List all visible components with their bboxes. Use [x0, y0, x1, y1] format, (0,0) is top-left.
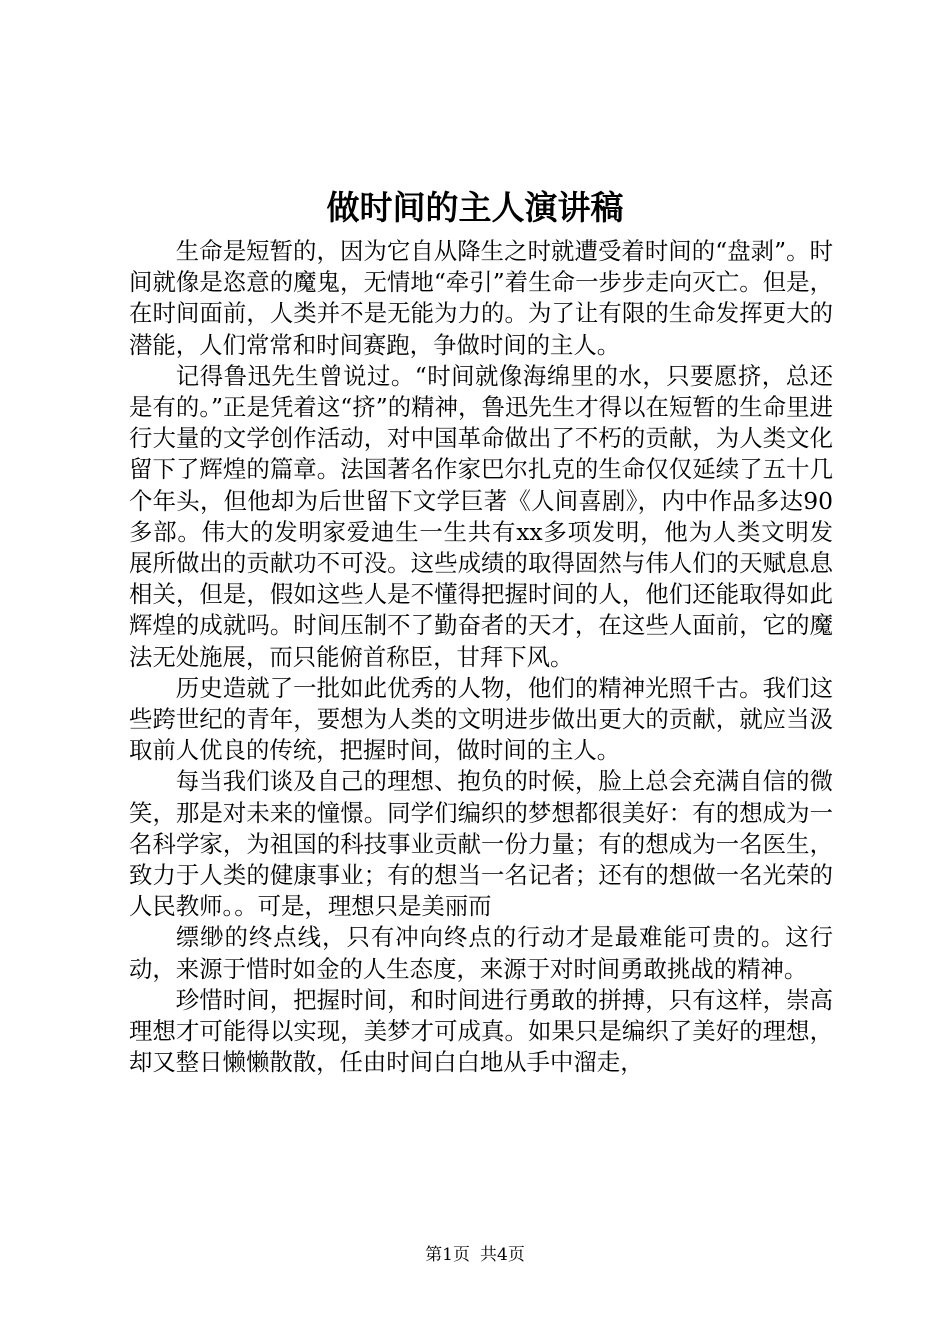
page-number: 第1页 — [425, 1245, 470, 1265]
document-body — [129, 236, 833, 1078]
paragraph-6: 珍惜时间，把握时间，和时间进行勇敢的拼搏，只有这样，崇高理想才可能得以实现，美梦才可成真。如果只是编织了美好的理想，却又整日懒懒散散，任由时间白白地从手中溜走， — [129, 985, 833, 1077]
paragraph-2: 记得鲁迅先生曾说过。“时间就像海绵里的水，只要愿挤，总还是有的。”正是凭着这“挤”的精神，鲁迅先生才得以在短暂的生命里进行大量的文学创作活动，对中国革命做出了不朽的贡献，为人类文化留下了辉煌的篇章。法国著名作家巴尔扎克的生命仅仅延续了五十几个年头，但他却为后世留下文学巨著《人间喜剧》，内中作品多达90多部。伟大的发明家爱迪生一生共有xx多项发明，他为人类文明发展所做出的贡献功不可没。这些成绩的取得固然与伟人们的天赋息息相关，但是，假如这些人是不懂得把握时间的人，他们还能取得如此辉煌的成就吗。时间压制不了勤奋者的天才，在这些人面前，它的魔法无处施展，而只能俯首称臣，甘拜下风。 — [129, 361, 833, 671]
page-total: 共4页 — [480, 1245, 525, 1265]
page-title: 做时间的主人演讲稿 — [326, 188, 624, 227]
page-footer — [0, 1244, 950, 1266]
paragraph-1: 生命是短暂的，因为它自从降生之时就遭受着时间的“盘剥”。时间就像是恣意的魔鬼，无情地“牵引”着生命一步步走向灭亡。但是，在时间面前，人类并不是无能为力的。为了让有限的生命发挥更大的潜能，人们常常和时间赛跑，争做时间的主人。 — [129, 237, 833, 359]
paragraph-3: 历史造就了一批如此优秀的人物，他们的精神光照千古。我们这些跨世纪的青年，要想为人类的文明进步做出更大的贡献，就应当汲取前人优良的传统，把握时间，做时间的主人。 — [129, 673, 833, 765]
paragraph-5: 缥缈的终点线，只有冲向终点的行动才是最难能可贵的。这行动，来源于惜时如金的人生态度，来源于对时间勇敢挑战的精神。 — [129, 923, 833, 983]
paragraph-4: 每当我们谈及自己的理想、抱负的时候，脸上总会充满自信的微笑，那是对未来的憧憬。同学们编织的梦想都很美好：有的想成为一名科学家，为祖国的科技事业贡献一份力量；有的想成为一名医生，致力于人类的健康事业；有的想当一名记者；还有的想做一名光荣的人民教师。。可是，理想只是美丽而 — [129, 767, 833, 921]
